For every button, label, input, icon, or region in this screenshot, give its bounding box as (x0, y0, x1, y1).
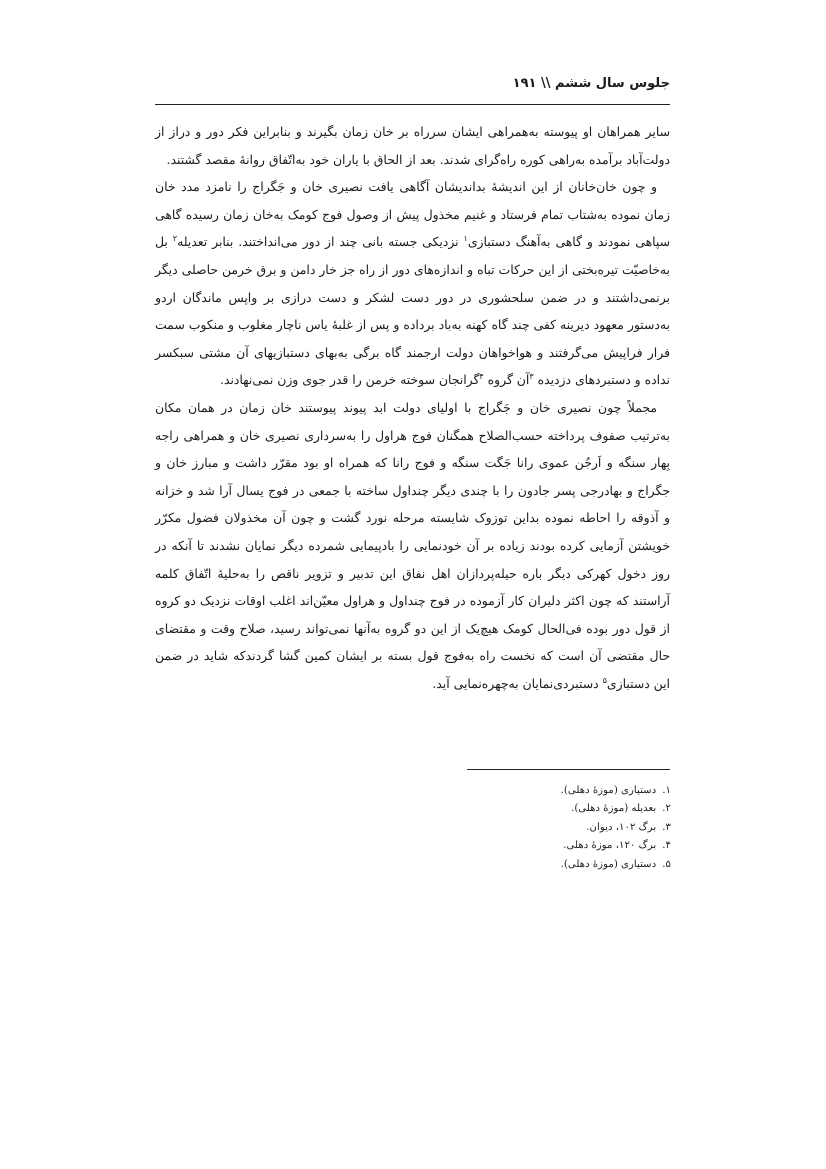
footnote-item-1 (371, 782, 671, 800)
paragraph-3 (155, 394, 670, 698)
footnote-number: ۴. (662, 840, 671, 852)
footnote-text: دستیاری (موزهٔ دهلی). (560, 858, 657, 870)
footnote-number: ۵. (662, 858, 671, 870)
running-head: جلوس سال ششم \\ ۱۹۱ (512, 76, 670, 91)
paragraph-3-text-a: مجملاً چون نصیری خان و جَگراج با اولیای دولت ابد پیوند پیوستند خان زمان در همان مکان به‌ترتیب صفوف پرداخته حسب‌الصلاح همگنان فوج هراول را به‌سرداری نصیری خان و همراهی راجه بِهار سنگه و اَرجُن عموی رانا جَگت سنگه و فوج رانا که همراه او بود مقرّر داشت و مبارز خان و جگراج و بهادرجی پسر جادون را با چندی دیگر چنداول ساخته با جمعی در فوج یسال آرا شد و خزانه و آذوقه را احاطه نموده بداین توزوک شایسته مرحله نورد گشت و چون آن مخذولان فضول مکرّر خویشتن آزمایی کرده بودند زیاده بر آن خودنمایی را بادپیمایی شمرده دیگر نمایان نشدند تا آنکه در روز دخول کهرکی دیگر باره حیله‌پردازان اهل نفاق این تدبیر و تزویر ناقص را به‌حلیهٔ اتّفاق کلمه آراستند که چون اکثر دلیران کار آزموده در فوج چنداول و هراول معیّن‌اند اغلب اوقات نزدیک دو کروه از قول دور بوده فی‌الحال کومک هیچ‌یک از این دو گروه به‌آنها نمی‌تواند رسید، صلاح وقت و مقتضای حال مقتضی آن است که نخست راه به‌فوج قول بسته بر ایشان کمین گشا گردندکه شاید در ضمن این دستبازی (155, 399, 670, 691)
footnote-number: ۲. (662, 803, 671, 815)
body-text (155, 118, 670, 697)
paragraph-2-text-d: آن گروه (483, 372, 530, 388)
footnote-ref-2[interactable]: ۲ (172, 234, 178, 244)
footnote-item-2 (371, 800, 671, 818)
paragraph-3-text-b: دستبردی‌نمایان به‌چهره‌نمایی آید. (432, 675, 603, 691)
footnote-text: برگ ۱۰۲، دیوان. (586, 821, 657, 833)
footnote-text: بعدیله (موزهٔ دهلی). (571, 803, 657, 815)
paragraph-2-text-a: و چون خان‌خانان از این اندیشهٔ بداندیشان آگاهی یافت نصیری خان و جَگراج را نامزد مدد خان زمان نموده به‌شتاب تمام فرستاد و غنیم مخذول پیش از وصول فوج کومک به‌خان زمان رسیده گاهی سپاهی نمودند و گاهی به‌آهنگ دستبازی (155, 179, 670, 250)
footnote-text: دستیاری (موزهٔ دهلی). (560, 785, 657, 796)
paragraph-2-text-e: گرانجان سوخته خرمن را قدر جوی وزن نمی‌نهادند. (220, 372, 480, 388)
paragraph-1 (155, 118, 670, 173)
paragraph-1-text: سایر همراهان او پیوسته به‌همراهی ایشان سرراه بر خان زمان بگیرند و بنابراین فکر دور و دراز از دولت‌آباد برآمده به‌راهی کوره راه‌گرای شدند. بعد از الحاق با یاران خود به‌اتّفاق روانهٔ مقصد گشتند. (155, 124, 670, 167)
footnote-ref-4[interactable]: ۴ (479, 372, 484, 382)
footnote-ref-5[interactable]: ۵ (602, 675, 607, 685)
footnote-item-3 (371, 819, 671, 837)
footnotes-list (371, 782, 671, 874)
paragraph-2-text-b: نزدیکی جسته بانی چند از دور می‌انداختند. بنابر تعدیله (177, 234, 464, 250)
paragraph-2 (155, 173, 670, 394)
footnote-item-4 (371, 837, 671, 855)
footnote-ref-3[interactable]: ۳ (529, 372, 534, 382)
paragraph-2-text-c: بل به‌خاصیّت تیره‌بختی از این حرکات تباه و اندازه‌های دور از راه جز خار دامن و برق خرمن حاصلی دیگر برنمی‌داشتند و در ضمن سلحشوری در دور دست لشکر و دست درازی بر واپس ماندگان اردو به‌دستور معهود دیرینه کفی چند گاه کهنه به‌باد برداده و پس از غلبهٔ یاس ناچار مغلوب و منکوب سمت فرار فراپیش می‌گرفتند و هواخواهان دولت ارجمند گاه برگی به‌بهای دستبازیهای آن مشتی سبکسر نداده و دستبردهای دزدیده (155, 234, 670, 388)
footnote-divider (467, 769, 670, 770)
footnote-number: ۳. (662, 821, 671, 833)
footnote-text: برگ ۱۲۰، موزهٔ دهلی. (563, 840, 657, 852)
page-header (155, 74, 670, 105)
footnote-ref-1[interactable]: ۱ (463, 234, 468, 244)
footnote-number: ۱. (662, 785, 671, 796)
footnote-item-5 (371, 856, 671, 874)
